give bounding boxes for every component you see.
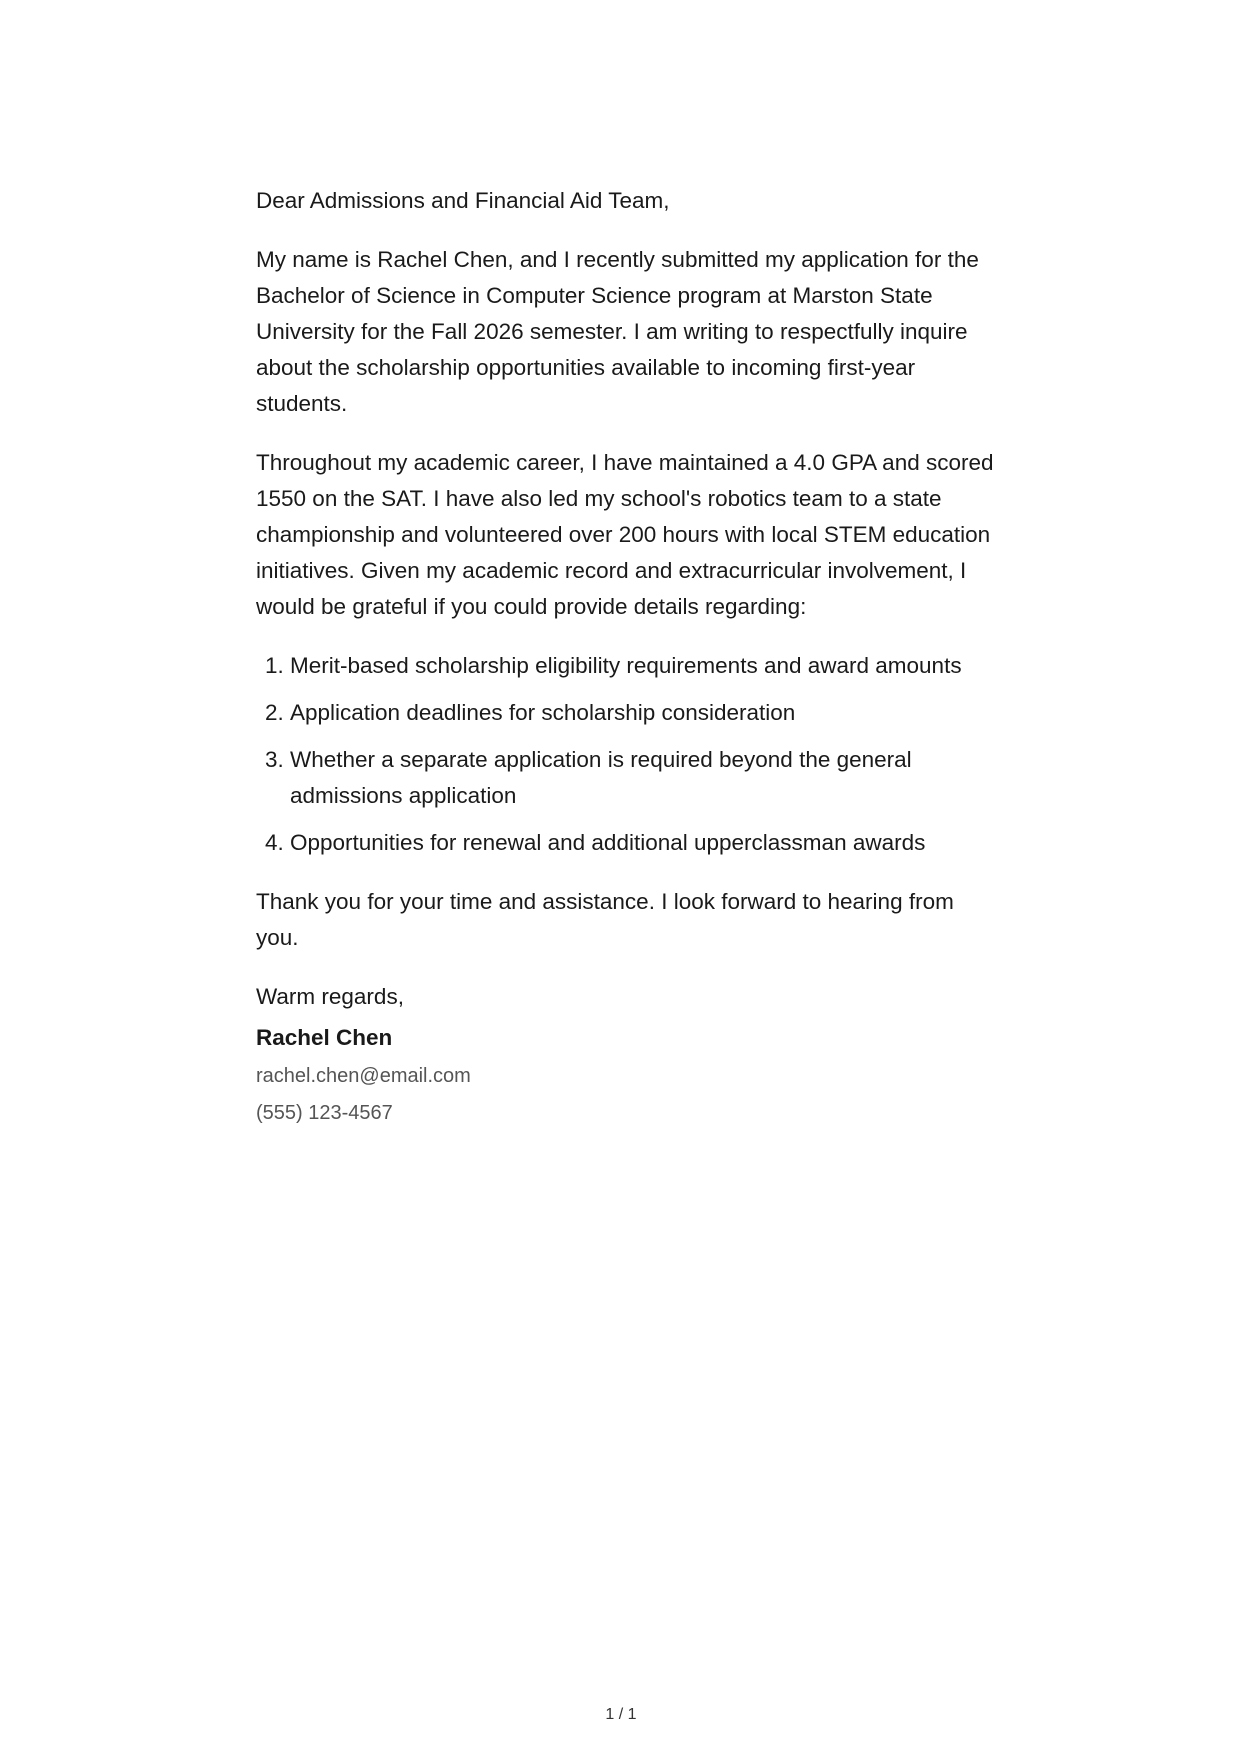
closing: Warm regards, xyxy=(256,984,404,1009)
salutation: Dear Admissions and Financial Aid Team, xyxy=(256,188,670,213)
sender-email: rachel.chen@email.com xyxy=(256,1065,471,1087)
request-item: 1. Merit-based scholarship eligibility requirements and award amounts xyxy=(290,648,996,684)
request-item: 3. Whether a separate application is required beyond the general admissions application xyxy=(290,742,996,814)
thanks-paragraph: Thank you for your time and assistance. I look forward to hearing from you. xyxy=(256,889,954,950)
request-item: 4. Opportunities for renewal and additional upperclassman awards xyxy=(290,825,996,861)
background-paragraph: Throughout my academic career, I have maintained a 4.0 GPA and scored 1550 on the SAT. I have also led my school's robotics team to a state championship and volunteered over 200 hours with local STEM education initiatives. Given my academic record and extracurricular involvement, I would be grateful if you could provide details regarding: xyxy=(256,450,994,619)
page-number: 1 / 1 xyxy=(605,1706,637,1723)
letter-body xyxy=(256,183,996,1132)
sender-phone: (555) 123-4567 xyxy=(256,1102,393,1124)
request-list xyxy=(256,648,996,861)
sender-name: Rachel Chen xyxy=(256,1025,393,1050)
intro-paragraph: My name is Rachel Chen, and I recently submitted my application for the Bachelor of Science in Computer Science program at Marston State University for the Fall 2026 semester. I am writing to respectfully inquire about the scholarship opportunities available to incoming first-year students. xyxy=(256,247,979,416)
request-item: 2. Application deadlines for scholarship consideration xyxy=(290,695,996,731)
